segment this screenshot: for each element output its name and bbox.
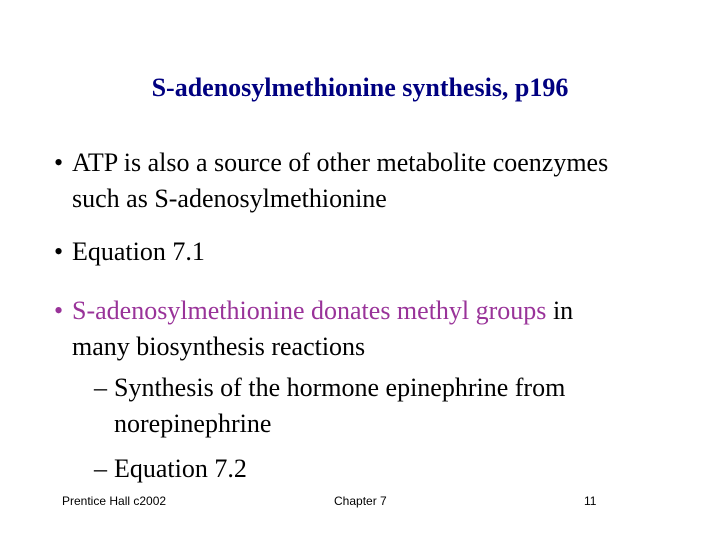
highlighted-phrase: S-adenosylmethionine donates methyl groups (72, 296, 547, 325)
sub-bullet-text-line: Synthesis of the hormone epinephrine from (114, 373, 566, 402)
bullet-text-line (54, 293, 694, 329)
bullet-marker: • (54, 296, 64, 325)
bullet-text-line: Equation 7.1 (72, 237, 205, 266)
bullet-item (54, 234, 694, 270)
bullet-text-line: ATP is also a source of other metabolite coenzymes (72, 148, 609, 177)
bullet-text-line: such as S-adenosylmethionine (72, 184, 387, 213)
sub-bullet-marker: – (94, 373, 107, 402)
sub-bullet-marker: – (94, 454, 107, 483)
bullet-text-line: many biosynthesis reactions (72, 332, 366, 361)
bullet-item (54, 145, 694, 217)
footer-page-number: 11 (584, 494, 597, 508)
sub-bullet-item (94, 451, 694, 487)
sub-bullet-item (94, 370, 694, 442)
bullet-marker: • (54, 237, 64, 266)
bullet-item (54, 293, 694, 365)
slide-title: S-adenosylmethionine synthesis, p196 (151, 73, 569, 102)
sub-bullet-text-line: Equation 7.2 (114, 454, 247, 483)
bullet-text-rest: in (546, 296, 574, 325)
bullet-marker: • (54, 148, 64, 177)
footer-chapter: Chapter 7 (334, 494, 387, 508)
sub-bullet-text-line: norepinephrine (114, 409, 272, 438)
footer-publisher: Prentice Hall c2002 (62, 494, 167, 508)
